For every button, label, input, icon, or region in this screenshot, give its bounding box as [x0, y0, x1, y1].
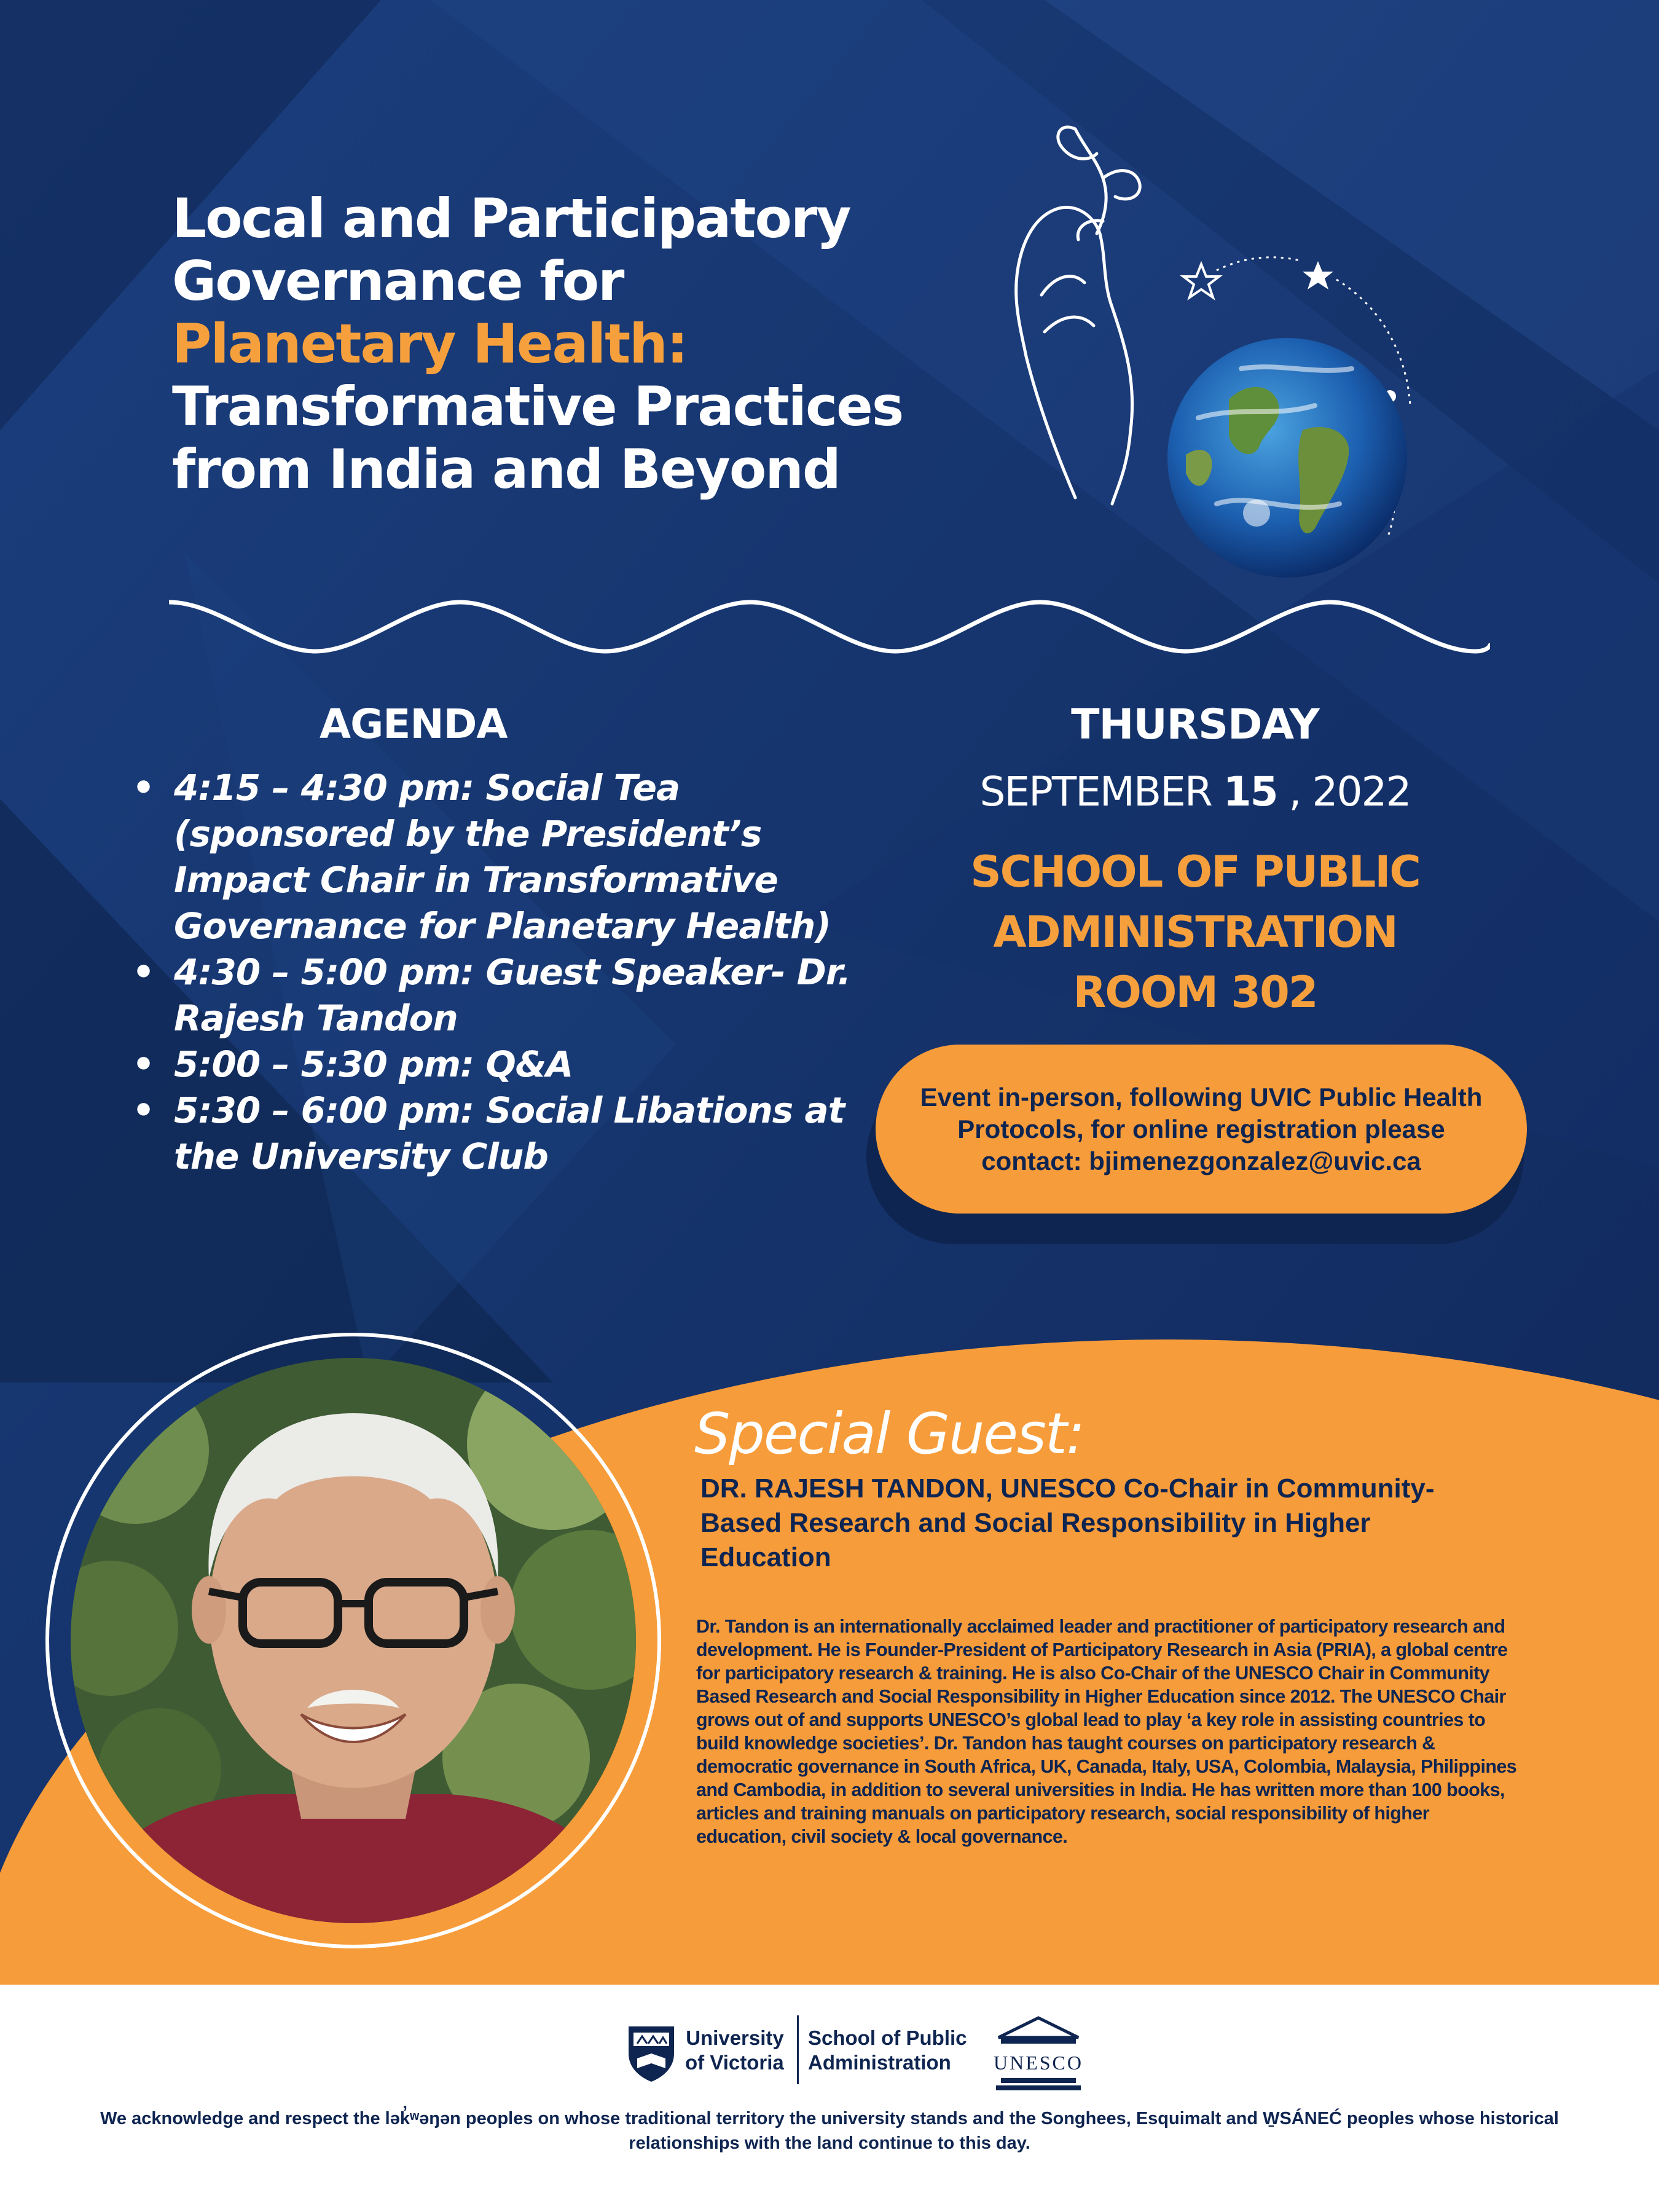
spa-line: Administration [808, 2051, 951, 2074]
agenda-item: • 4:15 – 4:30 pm: Social Tea (sponsored by the President’s Impact Chair in Transformative Governance for Planetary Health) [132, 765, 857, 949]
title-line: Transformative Practices [172, 375, 903, 438]
special-guest-heading: Special Guest: [694, 1401, 1084, 1467]
land-acknowledgement: We acknowledge and respect the lək̓ʷəŋən peoples on whose traditional territory the university stands and the Songhees, Esquimalt and W̱SÁNEĆ peoples whose historical relationships with the land continue to this day. [100, 2109, 1559, 2153]
title-highlight: Planetary Health: [172, 312, 688, 375]
school-of-public-administration-wordmark [808, 2026, 967, 2075]
event-venue [922, 842, 1469, 1022]
university-of-victoria-crest-icon [624, 2022, 679, 2083]
logo-divider [797, 2015, 799, 2084]
speaker-photo [0, 0, 676, 1985]
star-icon [1303, 261, 1333, 289]
venue-line: ADMINISTRATION [993, 907, 1397, 957]
uvic-wordmark [685, 2026, 784, 2075]
agenda-heading: AGENDA [320, 700, 508, 748]
event-day: THURSDAY [1071, 700, 1319, 749]
event-month: SEPTEMBER [979, 768, 1212, 815]
uvic-line: of Victoria [685, 2051, 784, 2074]
unesco-temple-logo [992, 2013, 1084, 2093]
unesco-logo-text: UNESCO [993, 2052, 1084, 2074]
hand-holding-sprout-icon [1016, 127, 1140, 504]
agenda-item: • 4:30 – 5:00 pm: Guest Speaker- Dr. Rajesh Tandon [132, 949, 857, 1041]
star-icon [1183, 264, 1219, 297]
guest-name-title: DR. RAJESH TANDON, UNESCO Co-Chair in Community-Based Research and Social Responsibility in Higher Education [700, 1473, 1435, 1572]
earth-globe-icon [1167, 338, 1407, 578]
event-year: , 2022 [1288, 768, 1411, 815]
registration-notice: Event in-person, following UVIC Public Health Protocols, for online registration please contact: bjimenezgonzalez@uvic.ca [876, 1045, 1527, 1214]
uvic-line: University [686, 2026, 784, 2049]
venue-room: ROOM 302 [1073, 967, 1317, 1018]
spa-line: School of Public [808, 2026, 967, 2049]
event-date-number: 15 [1223, 768, 1277, 815]
title-line: Governance for [172, 249, 624, 313]
venue-line: SCHOOL OF PUBLIC [970, 847, 1420, 897]
event-date [922, 768, 1469, 815]
hand-globe-illustration [983, 111, 1524, 602]
title-line: from India and Beyond [172, 437, 840, 501]
agenda-item: • 5:30 – 6:00 pm: Social Libations at the University Club [132, 1088, 857, 1180]
agenda-item: • 5:00 – 5:30 pm: Q&A [132, 1041, 857, 1088]
footer [0, 1985, 1659, 2212]
guest-bio: Dr. Tandon is an internationally acclaimed leader and practitioner of participatory research and development. He is Founder-President of Participatory Research in Asia (PRIA), a global centre for participatory research & training. He is also Co-Chair of the UNESCO Chair in Community Based Research and Social Responsibility in Higher Education since 2012. The UNESCO Chair grows out of and supports UNESCO’s global lead to play ‘a key role in assisting countries to build knowledge societies’. Dr. Tandon has taught courses on participatory research & democratic governance in South Africa, UK, Canada, Italy, USA, Colombia, Malaysia, Philippines and Cambodia, in addition to several universities in India. He has written more than 100 books, articles and training manuals on participatory research, social responsibility of higher education, civil society & local governance. [696, 1616, 1517, 1847]
title-line: Local and Participatory [172, 187, 850, 250]
